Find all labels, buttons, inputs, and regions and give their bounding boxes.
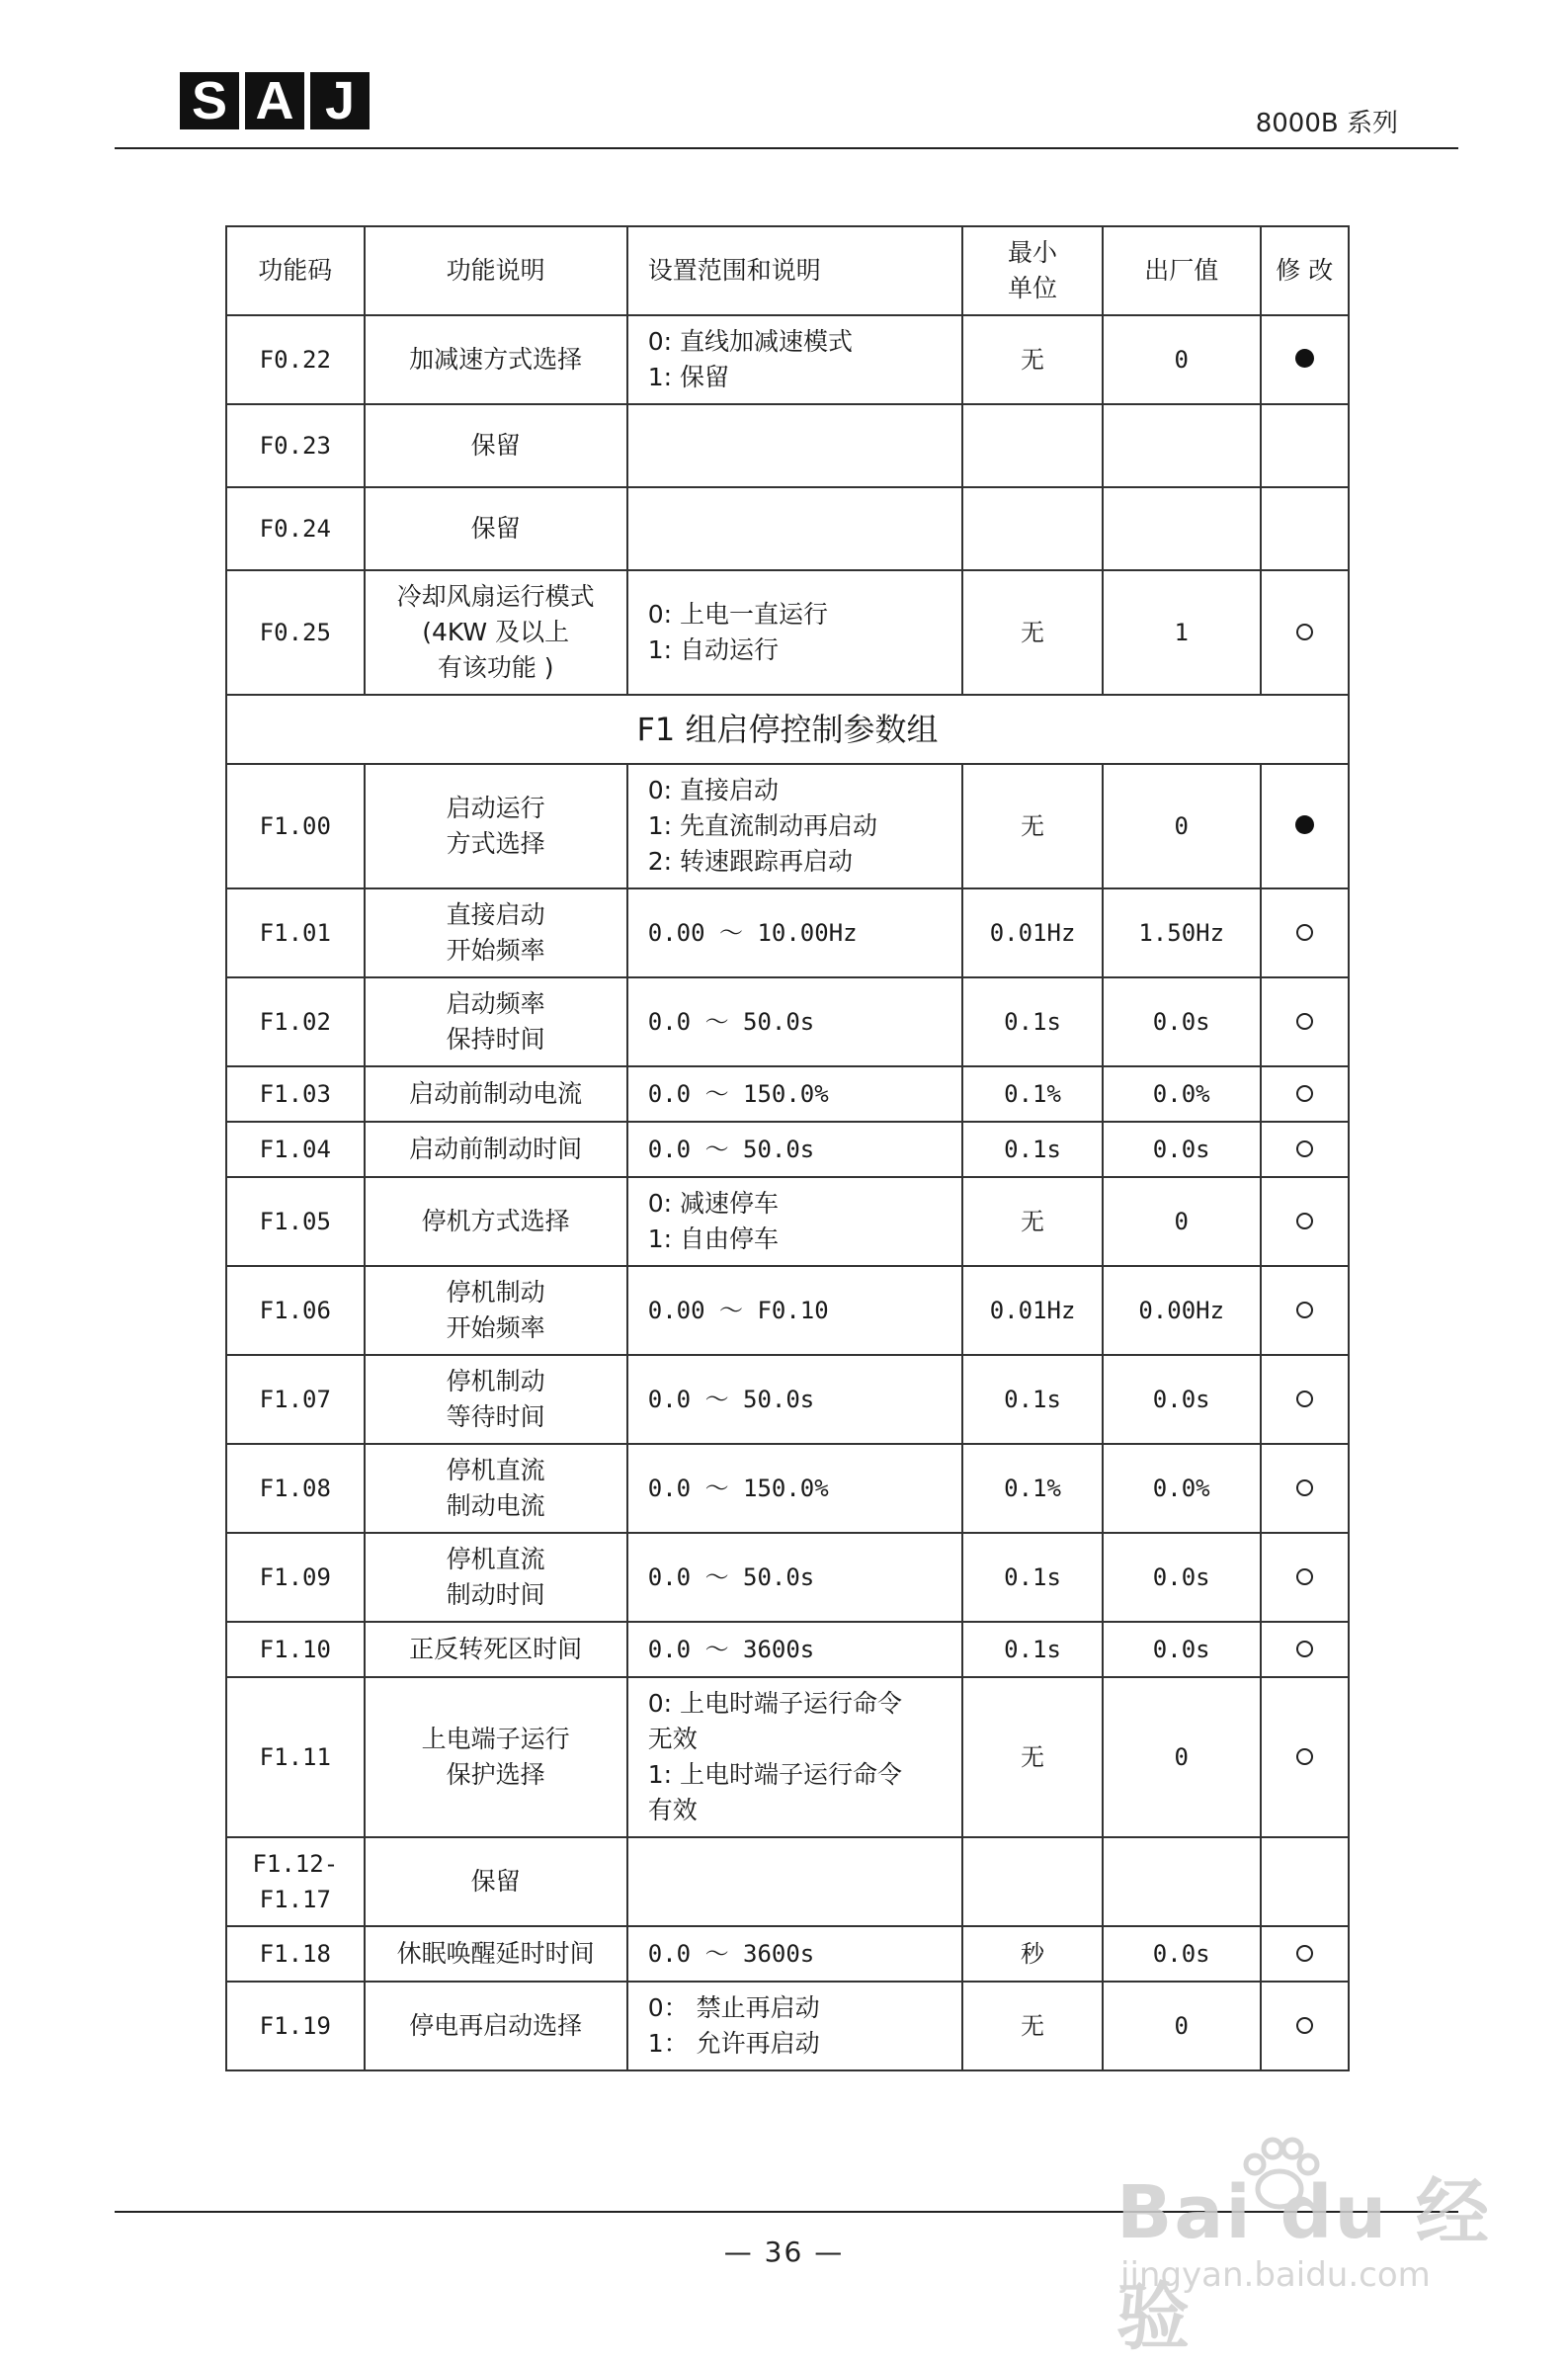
cell-name-line: 有该功能 ): [437, 653, 554, 682]
series-label: 8000B 系列: [1255, 109, 1398, 138]
cell-default: [1103, 1837, 1261, 1926]
filled-circle-icon: [1295, 815, 1314, 834]
cell-name: [365, 315, 627, 404]
col-header-range: 设置范围和说明: [627, 226, 962, 315]
cell-name-line: 保留: [470, 431, 521, 460]
cell-unit: 0.1s: [962, 1622, 1103, 1677]
cell-range-line: 有效: [647, 1796, 698, 1824]
cell-range-line: 0: 直线加减速模式: [647, 327, 854, 356]
cell-modify: [1261, 404, 1349, 487]
cell-name-line: 正反转死区时间: [409, 1635, 583, 1663]
cell-unit: [962, 404, 1103, 487]
cell-range-line: 0.0 ～ 3600s: [647, 1636, 815, 1663]
cell-name: [365, 888, 627, 977]
cell-code: F1.05: [226, 1177, 365, 1266]
cell-unit: 0.1s: [962, 977, 1103, 1066]
cell-name: [365, 570, 627, 695]
table-row: [226, 487, 1349, 570]
cell-code: F1.12- F1.17: [226, 1837, 365, 1926]
empty-circle-icon: [1296, 1140, 1313, 1157]
watermark-main: Bai du 经验: [1116, 2170, 1491, 2360]
cell-default: [1103, 404, 1261, 487]
empty-circle-icon: [1296, 1945, 1313, 1962]
cell-default: 0.0s: [1103, 1622, 1261, 1677]
table-row: [226, 764, 1349, 888]
cell-name-line: 保护选择: [446, 1760, 545, 1789]
f1-group: [226, 695, 1349, 764]
cell-name-line: 启动运行: [446, 794, 545, 822]
col-header-unit-line2: 单位: [1008, 274, 1058, 302]
cell-code: F1.04: [226, 1122, 365, 1177]
cell-default: 0.0s: [1103, 1122, 1261, 1177]
cell-name-line: (4KW 及以上: [422, 618, 570, 646]
cell-range-line: 0: 减速停车: [647, 1189, 780, 1218]
cell-modify: [1261, 764, 1349, 888]
cell-range: [627, 1533, 962, 1622]
cell-range-line: 0.0 ～ 3600s: [647, 1940, 815, 1968]
cell-modify: [1261, 1926, 1349, 1982]
cell-name-line: 开始频率: [446, 936, 545, 965]
cell-name-line: 启动频率: [446, 989, 545, 1018]
cell-code: F1.00: [226, 764, 365, 888]
cell-name-line: 冷却风扇运行模式: [396, 582, 595, 611]
cell-default: 0.00Hz: [1103, 1266, 1261, 1355]
cell-default: 1.50Hz: [1103, 888, 1261, 977]
cell-default: [1103, 487, 1261, 570]
cell-name-line: 启动前制动时间: [409, 1135, 583, 1163]
col-header-modify: 修 改: [1261, 226, 1349, 315]
cell-code: F1.03: [226, 1066, 365, 1122]
cell-code: F1.07: [226, 1355, 365, 1444]
table-row: [226, 1837, 1349, 1926]
cell-name: [365, 1837, 627, 1926]
cell-range-line: 0.0 ～ 150.0%: [647, 1475, 829, 1502]
empty-circle-icon: [1296, 1748, 1313, 1765]
cell-modify: [1261, 487, 1349, 570]
cell-name-line: 停机方式选择: [421, 1207, 570, 1235]
cell-name-line: 停机制动: [446, 1278, 545, 1307]
cell-code: F1.18: [226, 1926, 365, 1982]
cell-modify: [1261, 1622, 1349, 1677]
cell-range-line: 1: 自由停车: [647, 1224, 780, 1253]
cell-range-line: 0: 上电一直运行: [647, 600, 829, 629]
logo-letter-j: J: [310, 72, 370, 129]
cell-code: F1.08: [226, 1444, 365, 1533]
cell-name-line: 上电端子运行: [421, 1725, 570, 1753]
cell-range: [627, 404, 962, 487]
cell-name: [365, 1444, 627, 1533]
cell-code: F1.10: [226, 1622, 365, 1677]
cell-name: [365, 1622, 627, 1677]
cell-name: [365, 1926, 627, 1982]
cell-default: 0.0%: [1103, 1444, 1261, 1533]
cell-range: [627, 1177, 962, 1266]
cell-range-line: 无效: [647, 1725, 698, 1753]
cell-code: F1.19: [226, 1982, 365, 2070]
cell-unit: 无: [962, 1177, 1103, 1266]
cell-modify: [1261, 1982, 1349, 2070]
cell-default: 0.0s: [1103, 1355, 1261, 1444]
cell-unit: [962, 1837, 1103, 1926]
table-row: [226, 315, 1349, 404]
cell-default: 0.0s: [1103, 977, 1261, 1066]
cell-modify: [1261, 1355, 1349, 1444]
cell-name: [365, 1677, 627, 1837]
watermark-sub: jingyan.baidu.com: [1120, 2255, 1431, 2295]
cell-code: F1.11: [226, 1677, 365, 1837]
f1-rows: [226, 764, 1349, 2070]
cell-code: F0.25: [226, 570, 365, 695]
cell-name: [365, 1355, 627, 1444]
baidu-watermark: [1116, 2135, 1492, 2360]
cell-range: [627, 570, 962, 695]
cell-name-line: 方式选择: [446, 829, 545, 858]
cell-code: F0.23: [226, 404, 365, 487]
cell-name: [365, 1982, 627, 2070]
cell-modify: [1261, 977, 1349, 1066]
cell-unit: 秒: [962, 1926, 1103, 1982]
col-header-unit-line1: 最小: [1008, 238, 1058, 267]
group-title: F1 组启停控制参数组: [226, 695, 1349, 764]
table-row: [226, 1122, 1349, 1177]
cell-range-line: 1: 保留: [647, 363, 730, 391]
cell-range: [627, 977, 962, 1066]
cell-name-line: 保留: [470, 1867, 521, 1896]
cell-name-line: 保留: [470, 514, 521, 543]
cell-code: F1.06: [226, 1266, 365, 1355]
empty-circle-icon: [1296, 1302, 1313, 1318]
cell-range-line: 2: 转速跟踪再启动: [647, 847, 854, 876]
cell-name-line: 保持时间: [446, 1025, 545, 1054]
table-header-row: [226, 226, 1349, 315]
cell-range-line: 0.00 ～ F0.10: [647, 1297, 829, 1324]
parameter-table: [225, 225, 1350, 2071]
cell-range-line: 0.0 ～ 50.0s: [647, 1008, 815, 1036]
cell-unit: 0.1s: [962, 1122, 1103, 1177]
empty-circle-icon: [1296, 2017, 1313, 2034]
empty-circle-icon: [1296, 624, 1313, 640]
cell-default: 0: [1103, 764, 1261, 888]
cell-default: 0.0%: [1103, 1066, 1261, 1122]
cell-range: [627, 1355, 962, 1444]
cell-range: [627, 1982, 962, 2070]
table-row: [226, 1533, 1349, 1622]
cell-range-line: 0: 上电时端子运行命令: [647, 1689, 903, 1718]
logo-letter-s: S: [180, 72, 239, 129]
cell-name: [365, 487, 627, 570]
cell-default: 0: [1103, 1982, 1261, 2070]
cell-unit: 0.01Hz: [962, 888, 1103, 977]
filled-circle-icon: [1295, 349, 1314, 368]
cell-code: F0.24: [226, 487, 365, 570]
cell-unit: 0.1s: [962, 1533, 1103, 1622]
cell-name-line: 休眠唤醒延时时间: [396, 1939, 595, 1968]
cell-name: [365, 1122, 627, 1177]
cell-range: [627, 764, 962, 888]
cell-range-line: 0.0 ～ 50.0s: [647, 1386, 815, 1413]
cell-range-line: 0: 直接启动: [647, 776, 780, 804]
empty-circle-icon: [1296, 1085, 1313, 1102]
cell-modify: [1261, 1677, 1349, 1837]
cell-name-line: 制动时间: [446, 1580, 545, 1609]
cell-unit: 无: [962, 1982, 1103, 2070]
saj-logo: [180, 72, 370, 129]
cell-default: 0: [1103, 1677, 1261, 1837]
cell-range-line: 0.0 ～ 50.0s: [647, 1136, 815, 1163]
empty-circle-icon: [1296, 1391, 1313, 1407]
cell-default: 0: [1103, 1177, 1261, 1266]
cell-code: F1.01: [226, 888, 365, 977]
cell-modify: [1261, 888, 1349, 977]
cell-range: [627, 1066, 962, 1122]
cell-range-line: 1: 上电时端子运行命令: [647, 1760, 903, 1789]
empty-circle-icon: [1296, 924, 1313, 941]
table-row: [226, 1926, 1349, 1982]
cell-modify: [1261, 1066, 1349, 1122]
cell-modify: [1261, 570, 1349, 695]
cell-default: 1: [1103, 570, 1261, 695]
cell-name: [365, 1066, 627, 1122]
cell-unit: 0.01Hz: [962, 1266, 1103, 1355]
cell-name-line: 停机制动: [446, 1367, 545, 1395]
cell-range-line: 0.0 ～ 150.0%: [647, 1080, 829, 1108]
table-row: [226, 977, 1349, 1066]
table-row: [226, 1066, 1349, 1122]
cell-range: [627, 1122, 962, 1177]
cell-unit: 无: [962, 315, 1103, 404]
empty-circle-icon: [1296, 1213, 1313, 1229]
cell-unit: 0.1%: [962, 1444, 1103, 1533]
empty-circle-icon: [1296, 1479, 1313, 1496]
logo-letter-a: A: [245, 72, 304, 129]
col-header-name: 功能说明: [365, 226, 627, 315]
cell-modify: [1261, 1444, 1349, 1533]
cell-unit: 0.1%: [962, 1066, 1103, 1122]
table-row: [226, 888, 1349, 977]
cell-range-line: 0： 禁止再启动: [647, 1993, 820, 2022]
cell-range-line: 1： 允许再启动: [647, 2029, 820, 2058]
cell-range-line: 1: 自动运行: [647, 635, 780, 664]
cell-name-line: 停机直流: [446, 1456, 545, 1484]
group-title-row: [226, 695, 1349, 764]
col-header-code: 功能码: [226, 226, 365, 315]
f0-rows: [226, 315, 1349, 695]
cell-modify: [1261, 1837, 1349, 1926]
cell-range-line: 0.0 ～ 50.0s: [647, 1563, 815, 1591]
cell-name: [365, 1177, 627, 1266]
table-row: [226, 1444, 1349, 1533]
table-row: [226, 1355, 1349, 1444]
page-number: — 36 —: [723, 2236, 845, 2268]
cell-range-line: 1: 先直流制动再启动: [647, 811, 878, 840]
cell-modify: [1261, 1177, 1349, 1266]
cell-name: [365, 1266, 627, 1355]
cell-code: F1.02: [226, 977, 365, 1066]
cell-range: [627, 315, 962, 404]
empty-circle-icon: [1296, 1641, 1313, 1657]
cell-unit: 无: [962, 1677, 1103, 1837]
cell-modify: [1261, 1122, 1349, 1177]
cell-name-line: 启动前制动电流: [409, 1079, 583, 1108]
cell-range: [627, 1926, 962, 1982]
cell-default: 0.0s: [1103, 1533, 1261, 1622]
cell-range: [627, 1622, 962, 1677]
cell-name: [365, 404, 627, 487]
cell-modify: [1261, 1266, 1349, 1355]
header-rule: [115, 147, 1458, 149]
col-header-default: 出厂值: [1103, 226, 1261, 315]
cell-unit: [962, 487, 1103, 570]
cell-range: [627, 1837, 962, 1926]
cell-name-line: 停机直流: [446, 1545, 545, 1573]
cell-default: 0.0s: [1103, 1926, 1261, 1982]
empty-circle-icon: [1296, 1013, 1313, 1030]
cell-modify: [1261, 1533, 1349, 1622]
cell-name: [365, 977, 627, 1066]
table-row: [226, 1982, 1349, 2070]
cell-name-line: 等待时间: [446, 1402, 545, 1431]
cell-name-line: 加减速方式选择: [409, 345, 583, 374]
table-row: [226, 1266, 1349, 1355]
cell-name-line: 停电再启动选择: [409, 2011, 583, 2040]
cell-unit: 无: [962, 764, 1103, 888]
cell-name: [365, 1533, 627, 1622]
table-row: [226, 570, 1349, 695]
cell-name-line: 开始频率: [446, 1313, 545, 1342]
cell-unit: 0.1s: [962, 1355, 1103, 1444]
empty-circle-icon: [1296, 1568, 1313, 1585]
cell-default: 0: [1103, 315, 1261, 404]
cell-range: [627, 1444, 962, 1533]
table-row: [226, 1622, 1349, 1677]
cell-range: [627, 1677, 962, 1837]
cell-range: [627, 888, 962, 977]
cell-name: [365, 764, 627, 888]
cell-range: [627, 1266, 962, 1355]
table-row: [226, 1177, 1349, 1266]
cell-name-line: 制动电流: [446, 1491, 545, 1520]
cell-modify: [1261, 315, 1349, 404]
cell-unit: 无: [962, 570, 1103, 695]
table-row: [226, 404, 1349, 487]
cell-range: [627, 487, 962, 570]
cell-code: F1.09: [226, 1533, 365, 1622]
table-row: [226, 1677, 1349, 1837]
cell-range-line: 0.00 ～ 10.00Hz: [647, 919, 858, 947]
col-header-unit: [962, 226, 1103, 315]
cell-name-line: 直接启动: [446, 900, 545, 929]
cell-code: F0.22: [226, 315, 365, 404]
